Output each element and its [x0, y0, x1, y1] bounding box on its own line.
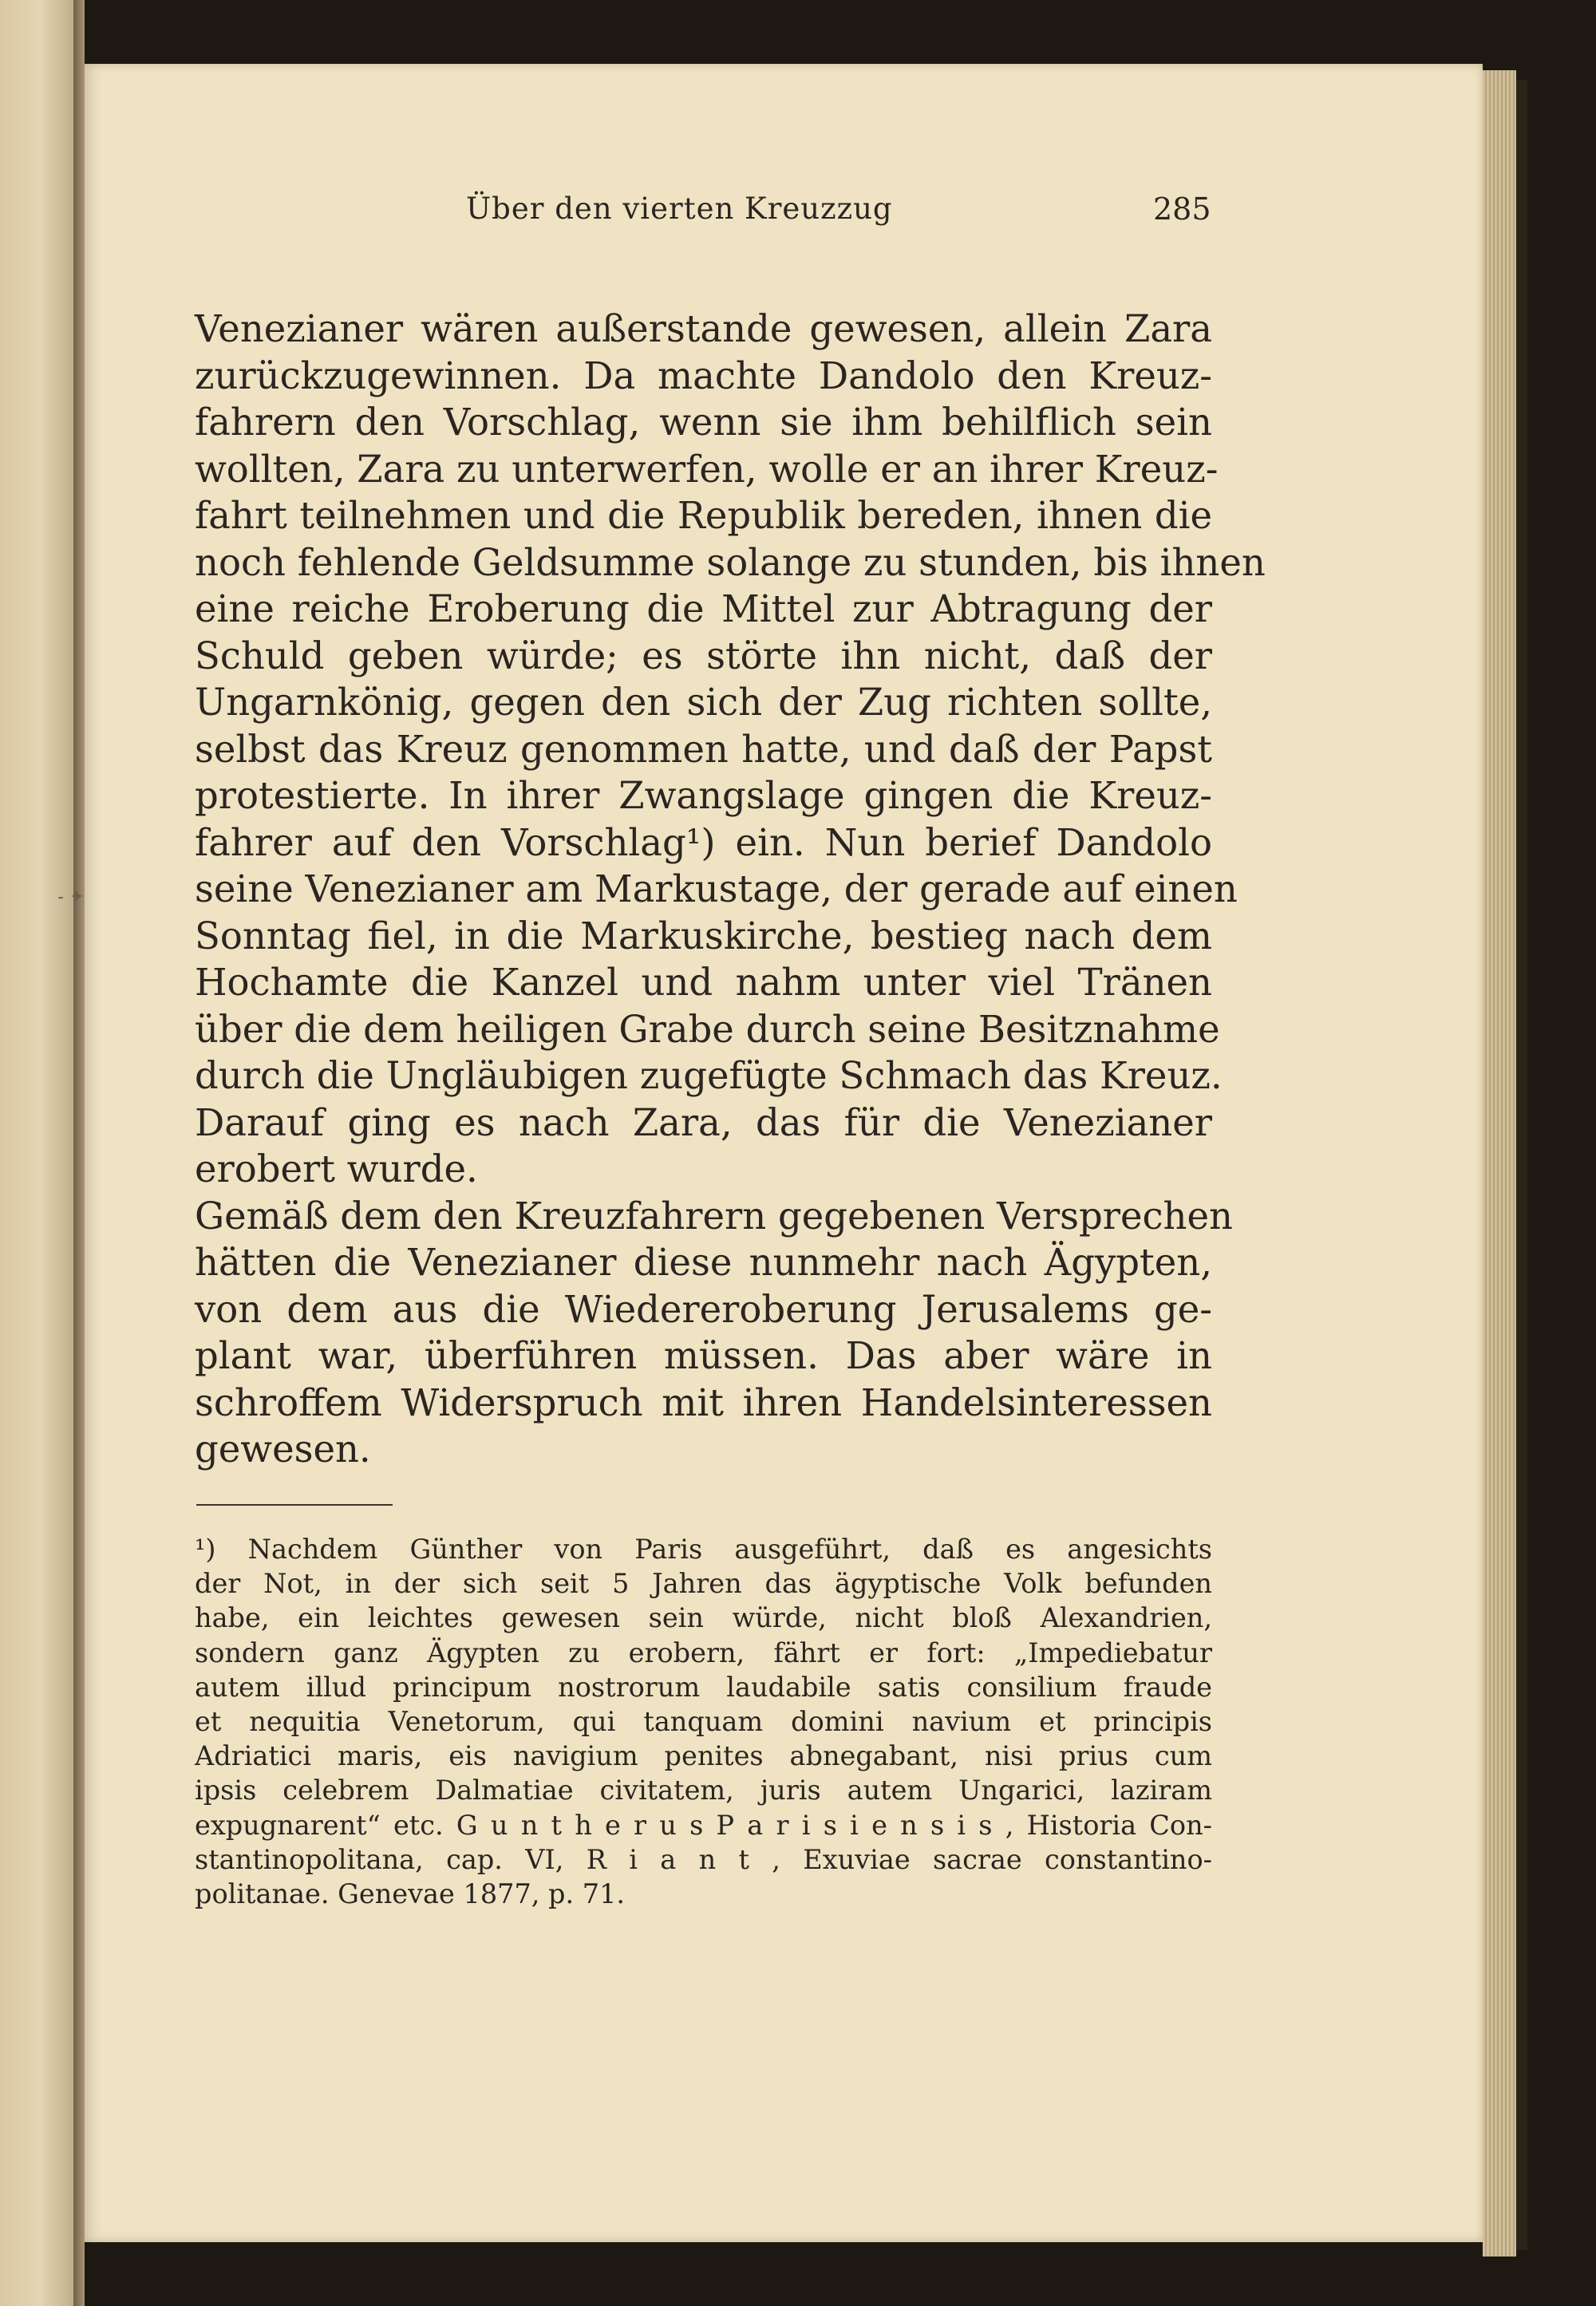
running-title: Über den vierten Kreuzzug [466, 192, 893, 226]
body-line: zurückzugewinnen. Da machte Dandolo den Kreuz- [195, 353, 1212, 397]
footnote-line: politanae. Genevae 1877, p. 71. [195, 1878, 626, 1909]
body-text [195, 306, 1266, 1473]
body-line: Darauf ging es nach Zara, das für die Venezianer [195, 1100, 1212, 1144]
footnotes [195, 1532, 1212, 1911]
footnote-line: et nequitia Venetorum, qui tanquam domini navium et principis [195, 1705, 1212, 1737]
footnote-line: ¹) Nachdem Günther von Paris ausgeführt, daß es angesichts [195, 1534, 1212, 1565]
body-line: wollten, Zara zu unterwerfen, wolle er an ihrer Kreuz- [195, 447, 1219, 491]
footnote-rule [196, 1504, 393, 1506]
page-block-edge [1483, 70, 1516, 2257]
body-line: protestierte. In ihrer Zwangslage gingen die Kreuz- [195, 774, 1212, 817]
footnote-line: der Not, in der sich seit 5 Jahren das ägyptische Volk befunden [195, 1568, 1212, 1600]
page-number: 285 [1153, 192, 1211, 227]
body-line: durch die Ungläubigen zugefügte Schmach das Kreuz. [195, 1054, 1223, 1097]
body-line: fahrer auf den Vorschlag¹) ein. Nun berief Dandolo [195, 820, 1212, 864]
body-line: seine Venezianer am Markustage, der gerade auf einen [195, 867, 1238, 910]
footnote-line: expugnarent“ etc. G u n t h e r u s P a r i s i e n s i s , Historia Con- [195, 1809, 1212, 1841]
body-line: von dem aus die Wiedereroberung Jerusalems ge- [195, 1287, 1212, 1331]
facing-page-edge [0, 0, 73, 2306]
body-line: plant war, überführen müssen. Das aber wäre in [195, 1334, 1212, 1377]
footnote-line: Adriatici maris, eis navigium penites abnegabant, nisi prius cum [195, 1740, 1212, 1772]
margin-mark: - ✦ [57, 887, 85, 907]
body-line: eine reiche Eroberung die Mittel zur Abtragung der [195, 587, 1212, 630]
body-line: Ungarnkönig, gegen den sich der Zug richten sollte, [195, 681, 1212, 724]
book-gutter [73, 0, 85, 2306]
body-line: fahrt teilnehmen und die Republik bereden, ihnen die [195, 494, 1212, 537]
book-cover-edge [1516, 80, 1527, 2250]
running-head [0, 192, 1596, 239]
body-line: selbst das Kreuz genommen hatte, und daß der Papst [195, 727, 1212, 771]
footnote-line: habe, ein leichtes gewesen sein würde, nicht bloß Alexandrien, [195, 1602, 1212, 1634]
body-line: Gemäß dem den Kreuzfahrern gegebenen Versprechen [195, 1194, 1233, 1238]
body-line: noch fehlende Geldsumme solange zu stunden, bis ihnen [195, 540, 1266, 584]
body-line: schroffem Widerspruch mit ihren Handelsinteressen [195, 1380, 1212, 1424]
body-line: erobert wurde. [195, 1147, 478, 1191]
footnote-line: sondern ganz Ägypten zu erobern, fährt er fort: „Impediebatur [195, 1637, 1212, 1668]
body-line: Venezianer wären außerstande gewesen, allein Zara [195, 307, 1212, 350]
footnote-line: ipsis celebrem Dalmatiae civitatem, juris autem Ungarici, laziram [195, 1775, 1212, 1806]
body-line: hätten die Venezianer diese nunmehr nach Ägypten, [195, 1241, 1212, 1284]
body-line: fahrern den Vorschlag, wenn sie ihm behilflich sein [195, 401, 1212, 444]
body-line: Sonntag fiel, in die Markuskirche, bestieg nach dem [195, 914, 1212, 958]
body-line: über die dem heiligen Grabe durch seine Besitznahme [195, 1007, 1220, 1051]
footnote-line: stantinopolitana, cap. VI, R i a n t , Exuviae sacrae constantino- [195, 1843, 1212, 1875]
body-line: gewesen. [195, 1427, 371, 1471]
body-line: Hochamte die Kanzel und nahm unter viel Tränen [195, 961, 1212, 1004]
body-line: Schuld geben würde; es störte ihn nicht, daß der [195, 634, 1212, 677]
footnote-line: autem illud principum nostrorum laudabile satis consilium fraude [195, 1671, 1212, 1703]
